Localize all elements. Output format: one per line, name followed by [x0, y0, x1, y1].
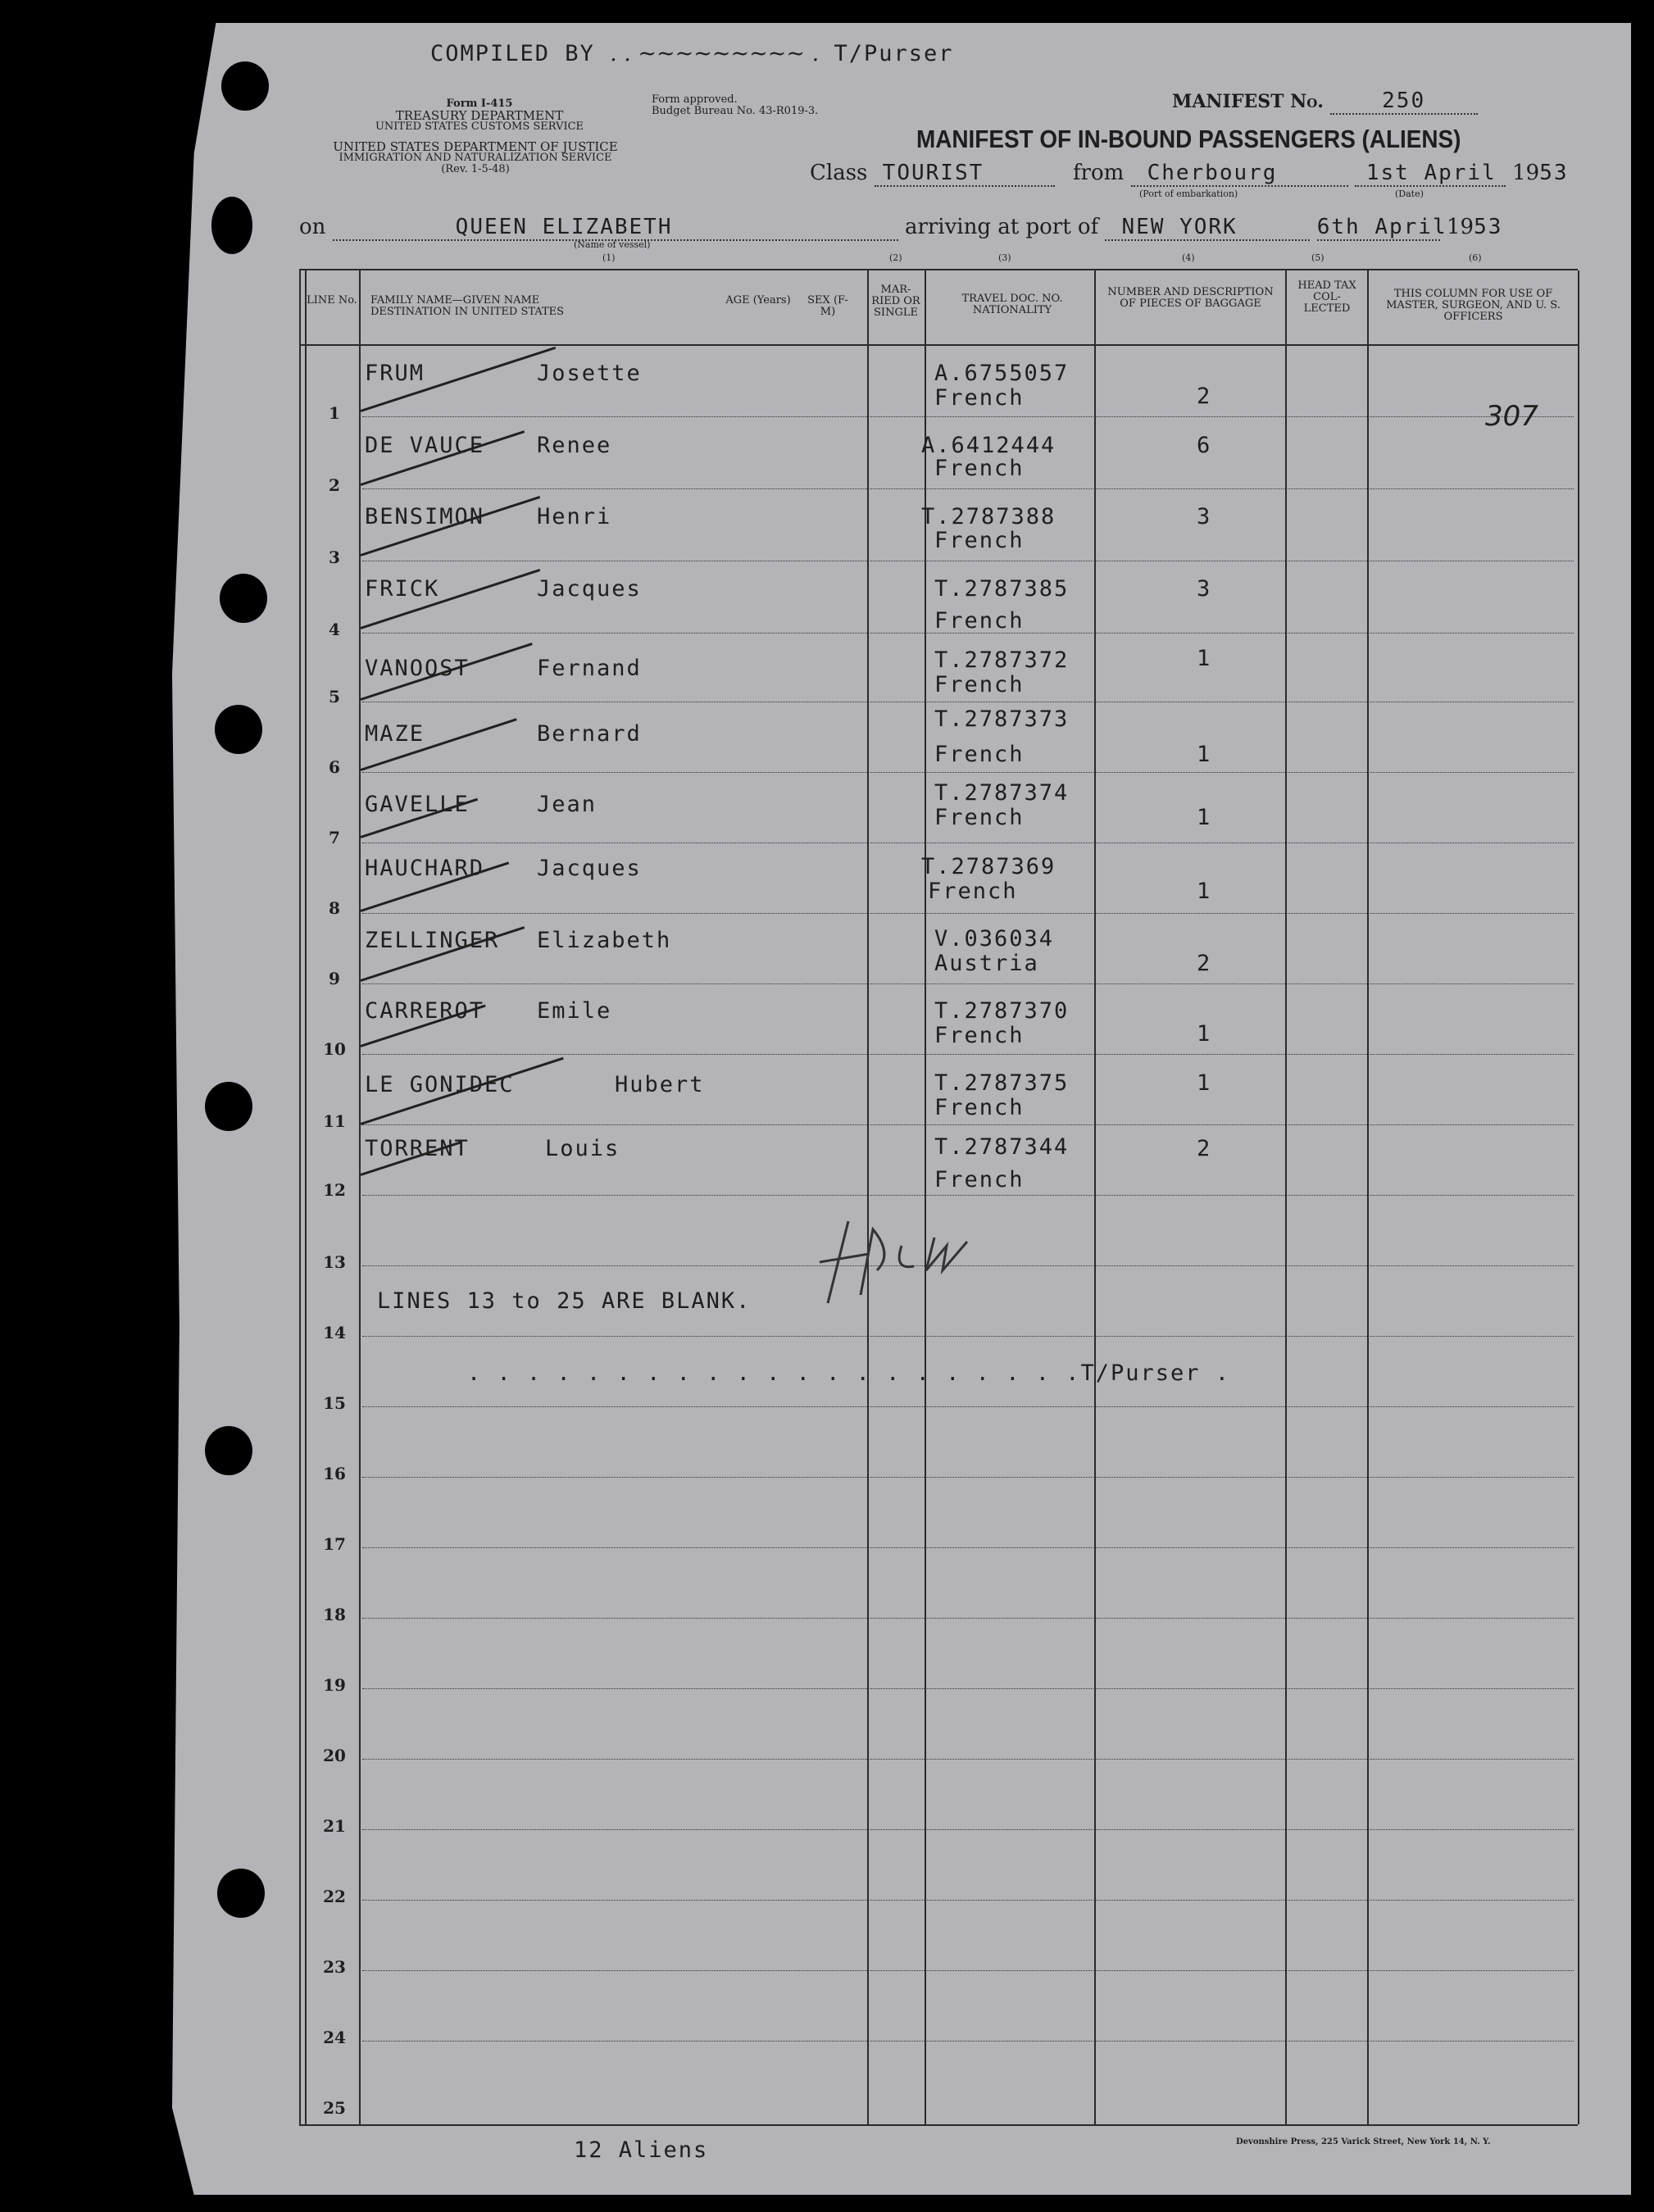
row-separator [362, 1970, 1574, 1971]
line-number: 5 [329, 687, 340, 706]
punch-hole-icon [211, 197, 252, 254]
baggage-count: 1 [1197, 879, 1212, 904]
table-bottom-border [299, 2124, 1578, 2126]
row-separator [362, 1759, 1574, 1760]
nationality: French [928, 879, 1018, 904]
family-name: CARREROT [365, 998, 485, 1024]
given-name: Fernand [537, 656, 642, 681]
row-separator [362, 1547, 1574, 1548]
nationality: French [934, 1167, 1025, 1192]
vessel-caption: (Name of vessel) [574, 239, 651, 250]
header-bottom-border [299, 344, 1578, 346]
arrival-date: 6th April [1316, 215, 1447, 239]
manifest-number [1172, 89, 1478, 115]
nationality: French [934, 672, 1025, 697]
travel-doc-number: A.6755057 [934, 361, 1070, 386]
departure-year-prefix: 19 [1512, 161, 1540, 185]
travel-doc-number: T.2787370 [934, 998, 1070, 1024]
col-num-1: (1) [602, 252, 616, 263]
punch-hole-icon [205, 1082, 252, 1131]
header-officers: THIS COLUMN FOR USE OF MASTER, SURGEON, AND U. S. OFFICERS [1386, 288, 1561, 323]
vessel-row [299, 215, 1502, 241]
row-separator [362, 1618, 1574, 1619]
row-separator [362, 2041, 1574, 2042]
row-separator [362, 913, 1574, 914]
class-row [810, 161, 1569, 187]
given-name: Hubert [615, 1072, 705, 1097]
nationality: Austria [934, 951, 1039, 976]
header-destination-text: DESTINATION IN UNITED STATES [370, 306, 565, 318]
line-number: 12 [323, 1180, 346, 1200]
punch-hole-icon [220, 574, 267, 623]
date-caption: (Date) [1395, 188, 1424, 199]
nationality: French [934, 385, 1025, 411]
nationality: French [934, 1023, 1025, 1048]
family-name: HAUCHARD [365, 856, 485, 881]
given-name: Louis [545, 1136, 620, 1161]
family-name: DE VAUCE [365, 433, 485, 458]
family-name: GAVELLE [365, 792, 470, 817]
row-separator [362, 416, 1574, 417]
form-approved: Form approved. Budget Bureau No. 43-R019-3. [652, 93, 819, 117]
nationality: French [934, 805, 1025, 830]
family-name: FRUM [365, 361, 425, 386]
family-name: TORRENT [365, 1136, 470, 1161]
baggage-count: 1 [1197, 646, 1212, 671]
family-name: FRICK [365, 576, 440, 602]
row-separator [362, 1477, 1574, 1478]
col-num-3: (3) [998, 252, 1011, 263]
compiled-by: COMPILED BY . . ~~~~~~~~~ . T/Purser [430, 41, 954, 66]
row-separator [362, 488, 1574, 489]
baggage-count: 3 [1197, 504, 1212, 529]
baggage-count: 1 [1197, 805, 1212, 830]
row-separator [362, 1688, 1574, 1689]
given-name: Jacques [537, 856, 642, 881]
col-num-4: (4) [1182, 252, 1195, 263]
header-name-text: FAMILY NAME—GIVEN NAME [370, 294, 540, 307]
from-label: from [1072, 161, 1125, 185]
departure-date: 1st April [1355, 161, 1506, 187]
header-name [370, 295, 564, 318]
line-number: 24 [323, 2028, 346, 2047]
line-number: 8 [329, 898, 340, 918]
line-number: 16 [323, 1464, 346, 1483]
header-head-tax: HEAD TAX COL-LECTED [1297, 279, 1356, 315]
baggage-count: 1 [1197, 1021, 1212, 1047]
row-separator [362, 633, 1574, 634]
arrival-year-prefix: 19 [1447, 215, 1475, 239]
vessel-name: QUEEN ELIZABETH [333, 215, 898, 241]
line-number: 18 [323, 1605, 346, 1624]
line-number: 4 [329, 620, 340, 639]
line-number: 7 [329, 828, 340, 847]
nationality: French [934, 456, 1025, 481]
line-number: 23 [323, 1957, 346, 1977]
line-number: 22 [323, 1887, 346, 1906]
compiled-by-suffix: T/Purser [834, 41, 954, 66]
baggage-count: 1 [1197, 1070, 1212, 1096]
given-name: Renee [537, 433, 612, 458]
table-top-border [299, 269, 1578, 270]
line-number: 11 [323, 1111, 346, 1131]
on-label: on [299, 215, 326, 239]
line-number: 20 [323, 1746, 346, 1765]
col-num-6: (6) [1469, 252, 1482, 263]
baggage-count: 2 [1197, 951, 1212, 976]
baggage-count: 6 [1197, 433, 1212, 458]
header-baggage: NUMBER AND DESCRIPTION OF PIECES OF BAGGAGE [1107, 286, 1274, 310]
col-divider-officers [1367, 270, 1369, 2124]
departure-year: 53 [1539, 161, 1569, 185]
nationality: French [934, 528, 1025, 553]
punch-hole-icon [205, 1426, 252, 1475]
travel-doc-number: T.2787344 [934, 1134, 1070, 1160]
nationality: French [934, 742, 1025, 767]
family-name: VANOOST [365, 656, 470, 681]
arrival-year: 53 [1474, 215, 1503, 239]
header-age: AGE (Years) [725, 294, 791, 307]
col-num-2: (2) [889, 252, 902, 263]
row-separator [362, 1336, 1574, 1337]
purser-signature-line: . . . . . . . . . . . . . . . . . . . . .T/Purser . [467, 1360, 1231, 1386]
manifest-number-label: MANIFEST No. [1172, 91, 1324, 112]
line-number: 3 [329, 547, 340, 567]
travel-doc-number: T.2787385 [934, 576, 1070, 602]
class-label: Class [810, 161, 868, 185]
header-line-no: LINE No. [307, 294, 357, 307]
purser-label: T/Purser . [1080, 1360, 1231, 1386]
line-number: 19 [323, 1675, 346, 1695]
row-separator [362, 1054, 1574, 1055]
line-number: 21 [323, 1816, 346, 1836]
punch-hole-icon [221, 61, 269, 111]
travel-doc-number: V.036034 [934, 926, 1055, 952]
col-divider-line [359, 270, 361, 2124]
blank-lines-note: LINES 13 to 25 ARE BLANK. [377, 1288, 752, 1314]
port-caption: (Port of embarkation) [1139, 188, 1238, 199]
given-name: Emile [537, 998, 612, 1024]
travel-doc-number: T.2787374 [934, 780, 1070, 806]
col-num-5: (5) [1311, 252, 1325, 263]
line-number: 13 [323, 1252, 346, 1272]
travel-doc-number: A.6412444 [921, 433, 1056, 458]
table-right-border [1578, 270, 1579, 2124]
header-travel-doc: TRAVEL DOC. NO. NATIONALITY [961, 293, 1063, 316]
nationality: French [934, 1095, 1025, 1120]
line-number: 15 [323, 1393, 346, 1413]
line-number: 25 [323, 2098, 346, 2118]
row-separator [362, 772, 1574, 773]
family-name: ZELLINGER [365, 928, 500, 953]
row-separator [362, 1406, 1574, 1407]
manifest-sheet [172, 23, 1631, 2195]
travel-doc-number: T.2787369 [921, 854, 1056, 879]
family-name: LE GONIDEC [365, 1072, 515, 1097]
manifest-number-value: 250 [1330, 89, 1478, 115]
line-number: 14 [323, 1323, 346, 1342]
given-name: Bernard [537, 721, 642, 747]
row-separator [362, 1195, 1574, 1196]
travel-doc-number: T.2787372 [934, 647, 1070, 673]
baggage-count: 2 [1197, 384, 1212, 409]
justice-block: UNITED STATES DEPARTMENT OF JUSTICE IMMIGRATION AND NATURALIZATION SERVICE (Rev. 1-5-48) [333, 139, 618, 175]
baggage-count: 3 [1197, 576, 1212, 602]
port-embarkation: Cherbourg [1131, 161, 1348, 187]
col-divider-tax [1285, 270, 1287, 2124]
compiled-by-label: COMPILED BY [430, 41, 595, 66]
printer-imprint: Devonshire Press, 225 Varick Street, New York 14, N. Y. [1236, 2137, 1491, 2146]
row-separator [362, 983, 1574, 984]
given-name: Henri [537, 504, 612, 529]
given-name: Jean [537, 792, 598, 817]
baggage-count: 1 [1197, 742, 1212, 767]
line-number: 2 [329, 475, 340, 495]
punch-hole-icon [217, 1869, 265, 1918]
given-name: Jacques [537, 576, 642, 602]
officer-note: 307 [1485, 400, 1538, 433]
header-sex: SEX (F-M) [807, 294, 848, 318]
line-number: 9 [329, 969, 340, 988]
travel-doc-number: T.2787375 [934, 1070, 1070, 1096]
line-number: 6 [329, 757, 340, 777]
nationality: French [934, 608, 1025, 634]
row-separator [362, 1829, 1574, 1830]
baggage-count: 2 [1197, 1136, 1212, 1161]
row-separator [362, 1124, 1574, 1125]
given-name: Elizabeth [537, 928, 672, 953]
arrival-port: NEW YORK [1105, 215, 1310, 241]
treasury-block: Form I-415 TREASURY DEPARTMENT UNITED STATES CUSTOMS SERVICE [375, 98, 584, 133]
alien-total: 12 Aliens [574, 2137, 709, 2163]
table-left-border-inner [305, 270, 307, 2124]
travel-doc-number: T.2787388 [921, 504, 1056, 529]
row-separator [362, 1900, 1574, 1901]
header-married: MAR-RIED OR SINGLE [871, 284, 920, 319]
pencil-initials-icon [803, 1197, 1131, 1319]
line-number: 17 [323, 1534, 346, 1554]
table-left-border [299, 270, 301, 2124]
travel-doc-number: T.2787373 [934, 706, 1070, 732]
family-name: MAZE [365, 721, 425, 747]
arriving-label: arriving at port of [904, 215, 1099, 239]
given-name: Josette [537, 361, 642, 386]
class-value: TOURIST [875, 161, 1055, 187]
punch-hole-icon [215, 705, 262, 754]
line-number: 10 [323, 1039, 346, 1059]
line-number: 1 [329, 403, 340, 423]
family-name: BENSIMON [365, 504, 485, 529]
page-title: MANIFEST OF IN-BOUND PASSENGERS (ALIENS) [916, 125, 1461, 153]
